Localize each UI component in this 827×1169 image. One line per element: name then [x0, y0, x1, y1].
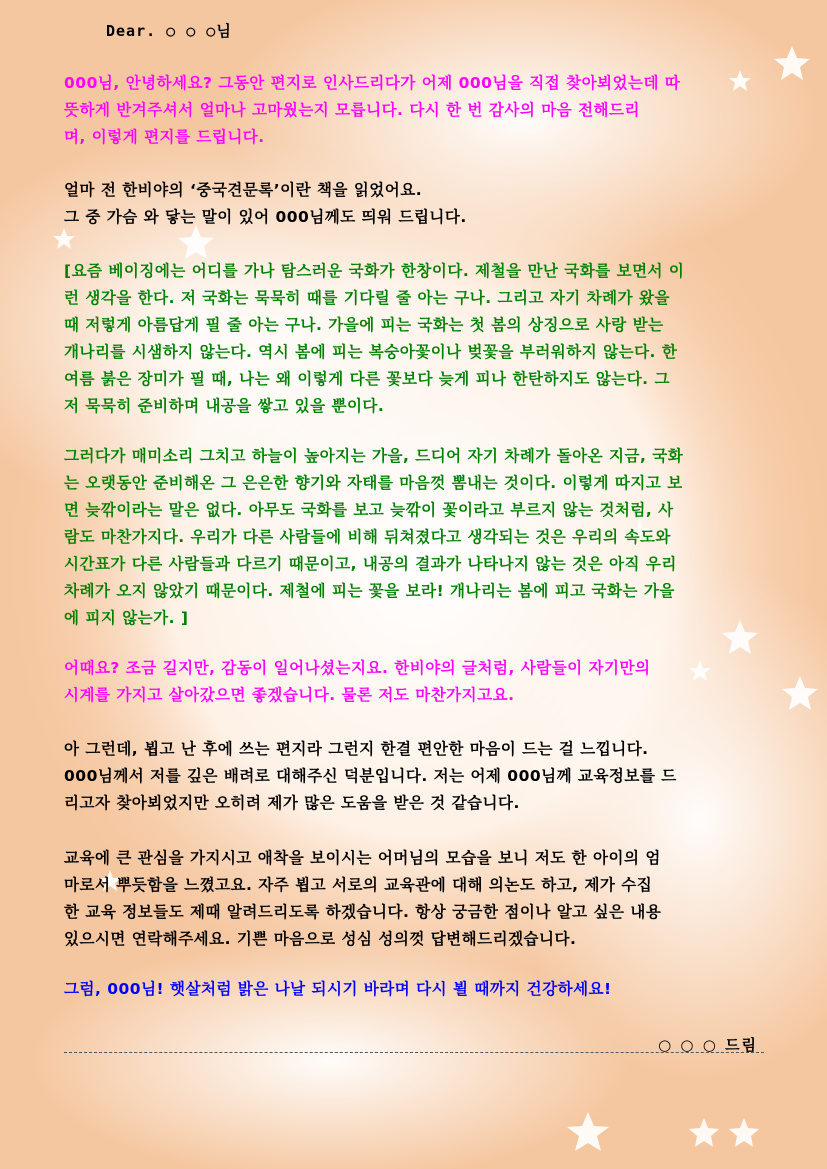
signature-divider [64, 1052, 764, 1053]
text-line: 어때요? 조금 길지만, 감동이 일어나셨는지요. 한비야의 글처럼, 사람들이 자기만의 [64, 659, 651, 677]
paragraph-thanks [64, 736, 762, 817]
greeting: Dear. ○ ○ ○님 [106, 22, 232, 40]
text-line: 그럼, 000님! 햇살처럼 밝은 나날 되시기 바라며 다시 뵐 때까지 건강하세요! [64, 980, 612, 998]
text-line: 며, 이렇게 편지를 드립니다. [64, 128, 265, 146]
text-line: 얼마 전 한비야의 ‘중국견문록’이란 책을 읽었어요. [64, 181, 423, 199]
paragraph-intro [64, 70, 762, 151]
text-line: 런 생각을 한다. 저 국화는 묵묵히 때를 기다릴 줄 아는 구나. 그리고 자기 차례가 왔을 [64, 289, 670, 307]
text-line: 뜻하게 반겨주셔서 얼마나 고마웠는지 모릅니다. 다시 한 번 감사의 마음 전해드리 [64, 101, 640, 119]
text-line: 000님, 안녕하세요? 그동안 편지로 인사드리다가 어제 000님을 직접 찾아뵈었는데 따 [64, 74, 681, 92]
text-line: 시간표가 다른 사람들과 다르기 때문이고, 내공의 결과가 나타나지 않는 것은 아직 우리 [64, 555, 677, 573]
text-line: 000님께서 저를 깊은 배려로 대해주신 덕분입니다. 저는 어제 000님께 교육정보를 드 [64, 767, 677, 785]
text-line: 는 오랫동안 준비해온 그 은은한 향기와 자태를 마음껏 뽐내는 것이다. 이렇게 따지고 보 [64, 474, 683, 492]
text-line: 때 저렇게 아름답게 필 줄 아는 구나. 가을에 피는 국화는 첫 봄의 상징으로 사랑 받는 [64, 316, 664, 334]
text-line: 차례가 오지 않았기 때문이다. 제철에 피는 꽃을 보라! 개나리는 봄에 피고 국화는 가을 [64, 582, 675, 600]
paragraph-quote-1 [64, 258, 762, 420]
text-line: [요즘 베이징에는 어디를 가나 탐스러운 국화가 한창이다. 제철을 만난 국화를 보면서 이 [64, 262, 685, 280]
paragraph-quote-2 [64, 443, 762, 632]
text-line: 개나리를 시샘하지 않는다. 역시 봄에 피는 복숭아꽃이나 벚꽃을 부러워하지 않는다. 한 [64, 343, 678, 361]
paragraph-education [64, 845, 762, 953]
paragraph-book-mention [64, 177, 762, 231]
text-line: 있으시면 연락해주세요. 기쁜 마음으로 성심 성의껏 답변해드리겠습니다. [64, 930, 577, 948]
text-line: 에 피지 않는가. ] [64, 609, 189, 627]
text-line: 람도 마찬가지다. 우리가 다른 사람들에 비해 뒤쳐졌다고 생각되는 것은 우리의 속도와 [64, 528, 671, 546]
text-line: 마로서 뿌듯함을 느꼈고요. 자주 뵙고 서로의 교육관에 대해 의논도 하고, 제가 수집 [64, 876, 653, 894]
text-line: 시계를 가지고 살아갔으면 좋겠습니다. 물론 저도 마찬가지고요. [64, 686, 515, 704]
paragraph-reflection [64, 655, 762, 709]
signature: ○ ○ ○ 드림 [658, 1036, 758, 1054]
paragraph-closing [64, 976, 762, 1003]
text-line: 면 늦깎이라는 말은 없다. 아무도 국화를 보고 늦깎이 꽃이라고 부르지 않는 것처럼, 사 [64, 501, 674, 519]
text-line: 저 묵묵히 준비하며 내공을 쌓고 있을 뿐이다. [64, 397, 385, 415]
text-line: 교육에 큰 관심을 가지시고 애착을 보이시는 어머님의 모습을 보니 저도 한 아이의 엄 [64, 849, 661, 867]
text-line: 그러다가 매미소리 그치고 하늘이 높아지는 가을, 드디어 자기 차례가 돌아온 지금, 국화 [64, 447, 684, 465]
text-line: 리고자 찾아뵈었지만 오히려 제가 많은 도움을 받은 것 같습니다. [64, 794, 520, 812]
text-line: 한 교육 정보들도 제때 알려드리도록 하겠습니다. 항상 궁금한 점이나 알고 싶은 내용 [64, 903, 662, 921]
text-line: 아 그런데, 뵙고 난 후에 쓰는 편지라 그런지 한결 편안한 마음이 드는 걸 느낍니다. [64, 740, 649, 758]
text-line: 여름 붉은 장미가 필 때, 나는 왜 이렇게 다른 꽃보다 늦게 피나 한탄하지도 않는다. 그 [64, 370, 670, 388]
text-line: 그 중 가슴 와 닿는 말이 있어 000님께도 띄워 드립니다. [64, 208, 467, 226]
